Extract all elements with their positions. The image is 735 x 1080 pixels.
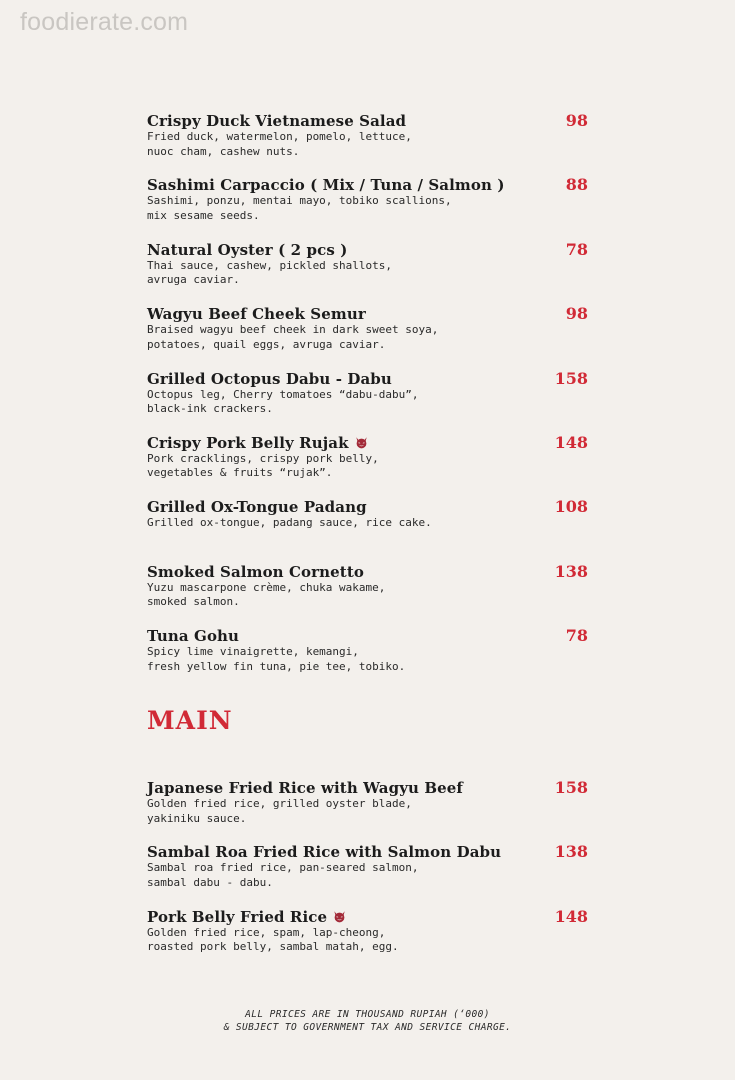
- menu-item-description: Sashimi, ponzu, mentai mayo, tobiko scallions, mix sesame seeds.: [147, 194, 452, 222]
- menu-item-price: 78: [565, 239, 588, 259]
- menu-item-price: 138: [554, 842, 588, 862]
- starters-list: [147, 112, 592, 692]
- menu-item-name-text: Tuna Gohu: [147, 627, 240, 646]
- menu-item-name: [147, 908, 592, 926]
- menu-item-price: 98: [565, 304, 588, 324]
- menu-item: [147, 434, 592, 498]
- menu-item-price: 158: [554, 368, 588, 388]
- menu-item-name: [147, 434, 592, 452]
- menu-item-price: 88: [565, 175, 588, 195]
- menu-item-name-text: Crispy Pork Belly Rujak: [147, 433, 349, 452]
- menu-item: [147, 627, 592, 691]
- menu-item: [147, 305, 592, 369]
- menu-item-name-text: Smoked Salmon Cornetto: [147, 562, 364, 581]
- menu-item-description: Thai sauce, cashew, pickled shallots, avruga caviar.: [147, 258, 393, 287]
- menu-item-description: Fried duck, watermelon, pomelo, lettuce, nuoc cham, cashew nuts.: [147, 130, 412, 158]
- menu-item-description: Golden fried rice, spam, lap-cheong, roasted pork belly, sambal matah, egg.: [147, 925, 399, 954]
- menu-item-description: Sambal roa fried rice, pan-seared salmon, sambal dabu - dabu.: [147, 861, 419, 889]
- menu-item-description: Spicy lime vinaigrette, kemangi, fresh yellow fin tuna, pie tee, tobiko.: [147, 645, 406, 673]
- menu-item-price: 98: [565, 111, 588, 130]
- menu-item-price: 108: [554, 497, 588, 517]
- menu-item-price: 138: [554, 561, 588, 581]
- menu-item: [147, 843, 592, 907]
- watermark: foodierate.com: [20, 8, 189, 36]
- menu-item-description: Braised wagyu beef cheek in dark sweet soya, potatoes, quail eggs, avruga caviar.: [147, 323, 439, 351]
- menu-item-description: Octopus leg, Cherry tomatoes “dabu-dabu”, black-ink crackers.: [147, 387, 419, 416]
- menu-item-name-text: Japanese Fried Rice with Wagyu Beef: [147, 779, 463, 797]
- menu-item-name-text: Natural Oyster ( 2 pcs ): [147, 240, 348, 259]
- menu-item-name-text: Grilled Ox-Tongue Padang: [147, 498, 367, 517]
- menu-item-name: [147, 843, 592, 861]
- menu-item-name: [147, 112, 592, 130]
- menu-item-name: [147, 241, 592, 259]
- devil-face-icon: [355, 436, 368, 449]
- menu-item-description: Yuzu mascarpone crème, chuka wakame, smoked salmon.: [147, 580, 386, 609]
- menu-item-price: 148: [554, 906, 588, 926]
- footer-line-1: ALL PRICES ARE IN THOUSAND RUPIAH (‘000): [245, 1009, 490, 1020]
- menu-item: [147, 176, 592, 240]
- menu-item: [147, 563, 592, 627]
- menu-item: [147, 241, 592, 305]
- devil-face-icon: [333, 910, 346, 923]
- menu-item: [147, 779, 592, 843]
- menu-item-name-text: Pork Belly Fried Rice: [147, 907, 328, 926]
- menu-item-name: [147, 627, 592, 645]
- menu-item-name: [147, 563, 592, 581]
- footer-note: [0, 1008, 735, 1034]
- menu-item-name-text: Sambal Roa Fried Rice with Salmon Dabu: [147, 843, 502, 862]
- menu-item-name: [147, 779, 592, 797]
- menu-item-name: [147, 305, 592, 323]
- menu-item: [147, 370, 592, 434]
- menu-item-price: 78: [565, 626, 588, 646]
- footer-line-2: & SUBJECT TO GOVERNMENT TAX AND SERVICE CHARGE.: [223, 1022, 512, 1033]
- section-title-main: MAIN: [147, 706, 233, 735]
- menu-item: [147, 498, 592, 562]
- menu-item-name: [147, 498, 592, 516]
- mains-list: [147, 779, 592, 972]
- menu-item-name-text: Wagyu Beef Cheek Semur: [147, 305, 366, 324]
- menu-item-description: Golden fried rice, grilled oyster blade, yakiniku sauce.: [147, 797, 412, 825]
- menu-item-description: Grilled ox-tongue, padang sauce, rice cake.: [147, 516, 432, 530]
- menu-item-name: [147, 176, 592, 194]
- menu-item: [147, 112, 592, 176]
- menu-item-name-text: Grilled Octopus Dabu - Dabu: [147, 369, 392, 388]
- menu-item-price: 158: [554, 778, 588, 797]
- menu-item-price: 148: [554, 432, 588, 452]
- menu-item-description: Pork cracklings, crispy pork belly, vegetables & fruits “rujak”.: [147, 451, 379, 480]
- menu-item: [147, 908, 592, 972]
- menu-item-name: [147, 370, 592, 388]
- menu-item-name-text: Crispy Duck Vietnamese Salad: [147, 112, 407, 130]
- menu-item-name-text: Sashimi Carpaccio ( Mix / Tuna / Salmon ): [147, 176, 505, 195]
